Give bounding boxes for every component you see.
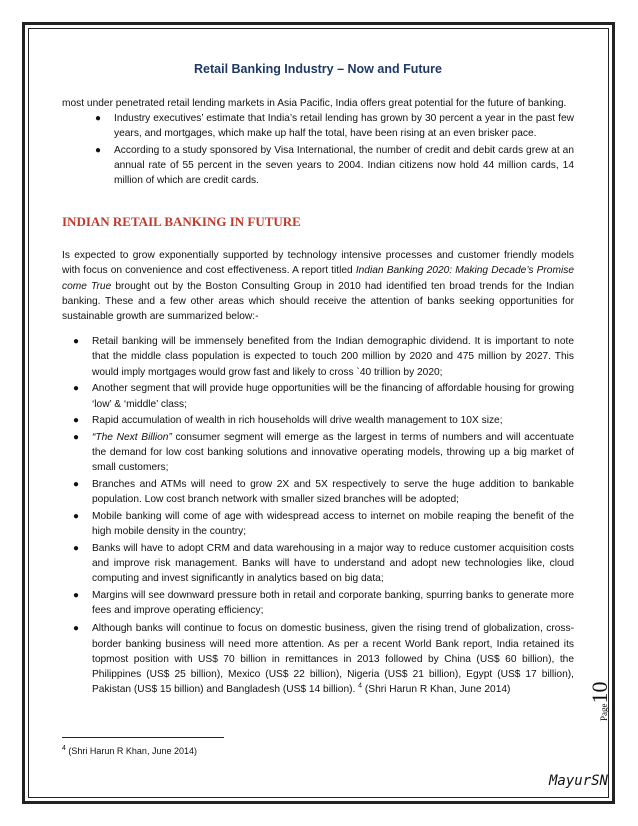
list-item: ● Another segment that will provide huge opportunities will be the financing of affordable housing for growing ‘low’ & ‘middle’ class; [73, 383, 574, 410]
bullet-icon: ● [73, 623, 80, 635]
bullet-icon: ● [73, 415, 80, 427]
list-item: ● Rapid accumulation of wealth in rich households will drive wealth management to 10X size; [92, 413, 574, 428]
footnote: $^4$ (Shri Harun R Khan, June 2014) [62, 745, 197, 756]
bullet-icon: ● [73, 383, 80, 395]
footnote-divider [62, 737, 224, 738]
section-paragraph: Is expected to grow exponentially supported by technology intensive processes and customer friendly models with focus on convenience and cost effectiveness. A report titled Indian Banking 2020: Making Decade’s Promise come True brought out by the Boston Consulting Group in 2010 had identified ten broad trends for the Indian banking. These and a few other areas which should receive the attention of banks seeking opportunities for sustainable growth are summarized below:- [62, 250, 574, 323]
bullet-icon: ● [73, 479, 80, 491]
bullet-icon: ● [95, 113, 102, 125]
bullet-icon: ● [95, 144, 102, 156]
intro-paragraph: most under penetrated retail lending markets in Asia Pacific, India offers great potential for the future of banking. [62, 98, 567, 109]
list-item: ● According to a study sponsored by Visa International, the number of credit and debit cards grew at an annual rate of 55 percent in the seven years to 2004. Indian citizens now hold 44 million cards, 14 million of which are credit cards. [95, 144, 574, 187]
list-item: ● Although banks will continue to focus on domestic business, given the rising trend of globalization, cross-border banking business will need more attention. As per a recent World Bank report, India retained its topmost position with US$ 70 billion in remittances in 2013 followed by China (US$ 60 billion), the Philippines (US$ 25 billion), Mexico (US$ 22 billion), Nigeria (US$ 21 billion), Egypt (US$ 17 billion), Pakistan (US$ 15 billion) and Bangladesh (US$ 14 billion). $^4$ (Shri Harun R Khan, June 2014) [73, 623, 574, 696]
footnote-ref[interactable]: 4 [358, 682, 363, 690]
bullet-icon: ● [73, 510, 80, 522]
list-item: ● Margins will see downward pressure both in retail and corporate banking, spurring banks to generate more fees and improve operating efficiency; [73, 589, 574, 617]
page-number-value: 10 [587, 681, 612, 704]
section-heading: INDIAN RETAIL BANKING IN FUTURE [62, 214, 301, 230]
list-item: ● Retail banking will be immensely benefited from the Indian demographic dividend. It is important to note that the middle class population is expected to touch 200 million by 2020 and 475 million by 2027. This would imply mortgages would grow fast and likely to cross `40 trillion by 2020; [73, 336, 574, 378]
bullet-icon: ● [73, 589, 80, 601]
list-item: ● Banks will have to adopt CRM and data warehousing in a major way to reduce customer acquisition costs and improve risk management. Banks will have to understand and adopt new technologies like, cloud computing and invest significantly in analytics based on big data; [73, 542, 574, 585]
list-item: ● “The Next Billion” consumer segment will emerge as the largest in terms of numbers and will accentuate the demand for low cost banking solutions and innovative operating models, throwing up a big market of small customers; [73, 431, 574, 474]
intro-bullet-list [95, 111, 574, 188]
page-content [62, 62, 574, 699]
bullet-icon: ● [73, 542, 80, 554]
footer-author: MayurSN [548, 773, 608, 789]
bullet-icon: ● [73, 431, 80, 443]
page-header-title: Retail Banking Industry – Now and Future [194, 62, 442, 76]
page-label: Page [599, 703, 609, 721]
list-item: ● Industry executives’ estimate that India’s retail lending has grown by 30 percent a year in the past few years, and mortgages, which make up half the total, have been rising at an even brisker pace. [95, 113, 574, 140]
trends-bullet-list [73, 334, 574, 697]
page-number [587, 682, 613, 722]
footnote-marker: 4 [62, 745, 66, 752]
list-item: ● Branches and ATMs will need to grow 2X and 5X respectively to serve the huge addition to bankable population. Low cost branch network with smaller sized branches will be adopted; [73, 479, 574, 506]
bullet-icon: ● [73, 336, 80, 348]
list-item: ● Mobile banking will come of age with widespread access to internet on mobile reaping the benefit of the high mobile density in the country; [73, 510, 574, 538]
report-title: Indian Banking 2020: Making Decade’s Promise come True [62, 265, 574, 292]
